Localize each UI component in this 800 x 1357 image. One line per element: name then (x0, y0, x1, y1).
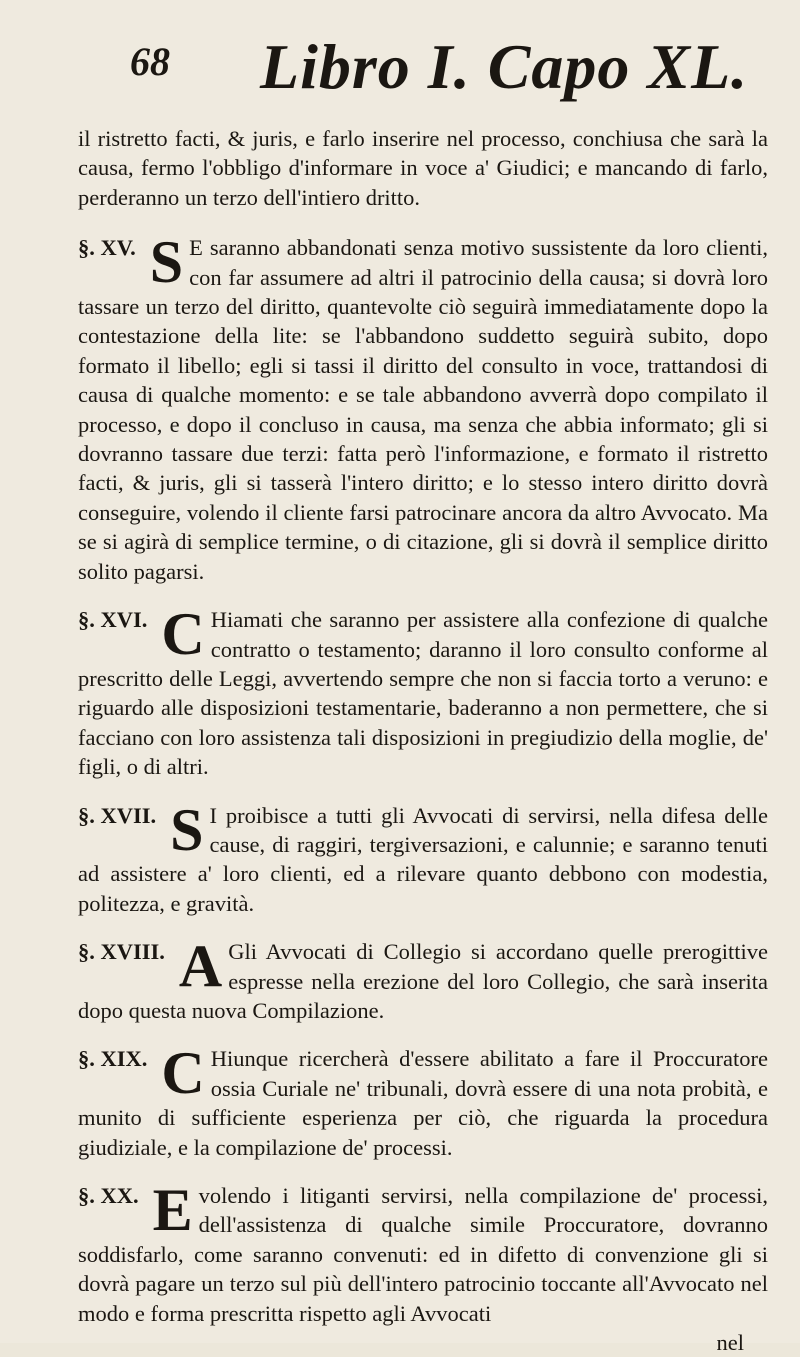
drop-cap: A (178, 933, 223, 1000)
section-number: §. XVIII. (78, 939, 165, 965)
page-number: 68 (130, 39, 170, 84)
section-paragraph (78, 796, 768, 919)
section-paragraph (78, 1177, 768, 1328)
section-number: §. XVII. (78, 802, 157, 828)
body-text (78, 124, 768, 1357)
section-paragraph (78, 1040, 768, 1162)
intro-paragraph: il ristretto facti, & juris, e farlo inserire nel processo, conchiusa che sarà la causa, fermo l'obbligo d'informare in voce a' Giudici; e mancando di farlo, perderanno un terzo dell'intiero dritto. (78, 126, 768, 210)
section-number: §. XIX. (78, 1046, 148, 1072)
drop-cap: S (170, 796, 204, 863)
drop-cap: E (152, 1177, 193, 1243)
section-paragraph (78, 229, 768, 586)
drop-cap: C (161, 1040, 205, 1107)
section-text: Hiunque ricercherà d'essere abilitato a fare il Proccuratore ossia Curiale ne' tribunali, dovrà essere di una nota probità, e munito di sufficiente esperienza per ciò, che riguarda la procedura giudiziale, e la compilazione de' processi. (78, 1046, 768, 1160)
section-number: §. XVI. (78, 607, 148, 633)
section-number: §. XV. (78, 235, 136, 261)
drop-cap: C (161, 601, 205, 668)
section-text: Gli Avvocati di Collegio si accordano quelle prerogittive espresse nella erezione del loro Collegio, che sarà inserita dopo questa nuova Compilazione. (78, 939, 768, 1023)
page-header (130, 30, 770, 108)
section-text: volendo i litiganti servirsi, nella compilazione de' processi, dell'assistenza di qualche simile Proccuratore, dovranno soddisfarlo, come saranno convenuti: ed in difetto di convenzione gli si dovrà pagare un terzo sul più dell'intero patrocinio toccante all'Avvocato nel modo e forma prescritta rispetto agli Avvocati (78, 1183, 768, 1326)
section-text: E saranno abbandonati senza motivo sussistente da loro clienti, con far assumere ad altri il patrocinio della causa; si dovrà loro tassare un terzo del diritto, quantevolte ciò seguirà immediatamente dopo la contestazione della lite: se l'abbandono suddetto seguirà subito, dopo formato il libello; egli si tassi il diritto del consulto in voce, trattandosi di causa di qualche momento: e se tale abbandono avverrà dopo compilato il processo, e dopo il concluso in causa, ma senza che abbia informato; gli si dovranno tassare due terzi: fatta però l'informazione, e formato il ristretto facti, & juris, gli si tasserà l'intero diritto; e lo stesso intero diritto dovrà conseguire, volendo il cliente farsi patrocinare ancora da altro Avvocato. Ma se si agirà di semplice termine, o di citazione, gli si dovrà il semplice diritto solito pagarsi. (78, 235, 768, 584)
section-paragraph (78, 601, 768, 781)
catchword: nel (716, 1330, 744, 1356)
section-paragraph (78, 933, 768, 1025)
section-text: Hiamati che saranno per assistere alla confezione di qualche contratto o testamento; daranno il loro consulto conforme al prescritto delle Leggi, avvertendo sempre che non si faccia torto a veruno: e riguardo alle disposizioni testamentarie, baderanno a non permettere, che si facciano con loro assistenza tali disposizioni in pregiudizio della moglie, de' figli, o di altri. (78, 607, 768, 780)
drop-cap: S (149, 229, 184, 296)
running-head: Libro I. Capo XL. (260, 31, 749, 102)
section-number: §. XX. (78, 1183, 139, 1208)
section-text: I proibisce a tutti gli Avvocati di servirsi, nella difesa delle cause, di raggiri, tergiversazioni, e calunnie; e saranno tenuti ad assistere a' loro clienti, ed a rilevare quanto debbono con modestia, politezza, e gravità. (78, 802, 768, 916)
